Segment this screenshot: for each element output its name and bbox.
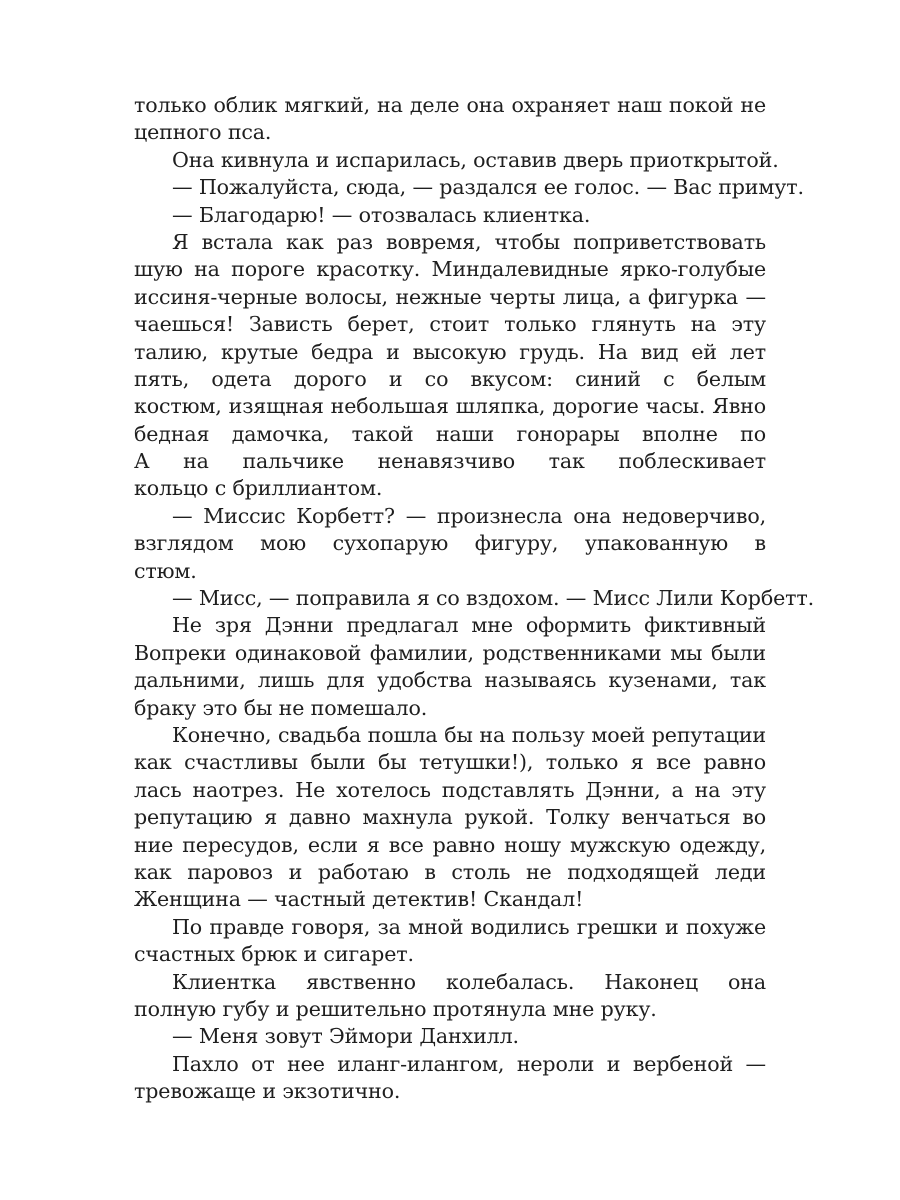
text-line: браку это бы не помешало. <box>134 695 428 720</box>
text-line: кольцо с бриллиантом. <box>134 476 383 501</box>
text-line: шую на пороге красотку. Миндалевидные ярко-голубые <box>134 257 766 282</box>
text-line: как счастливы были бы тетушки!), только я все равно <box>134 750 766 775</box>
text-line: счастных брюк и сигарет. <box>134 942 414 967</box>
text-line: Не зря Дэнни предлагал мне оформить фиктивный <box>172 613 766 638</box>
page-body-text <box>134 92 815 1105</box>
text-line: костюм, изящная небольшая шляпка, дорогие часы. Явно <box>134 394 766 419</box>
text-line: талию, крутые бедра и высокую грудь. На вид ей лет <box>134 339 766 364</box>
text-line: — Миссис Корбетт? — произнесла она недоверчиво, <box>172 503 766 528</box>
text-line: По правде говоря, за мной водились грешки и похуже <box>172 914 766 939</box>
text-line: Конечно, свадьба пошла бы на пользу моей репутации <box>172 722 766 747</box>
text-line: ние пересудов, если я все равно ношу мужскую одежду, <box>134 832 766 857</box>
text-line: пять, одета дорого и со вкусом: синий с белым <box>134 366 766 391</box>
text-line: бедная дамочка, такой наши гонорары вполне по <box>134 421 766 446</box>
text-line: Она кивнула и испарилась, оставив дверь приоткрытой. <box>172 147 779 172</box>
text-line: стюм. <box>134 558 197 583</box>
text-line: Пахло от нее иланг-илангом, нероли и вербеной — <box>172 1051 766 1076</box>
text-line: только облик мягкий, на деле она охраняет наш покой не <box>134 93 766 117</box>
text-line: — Мисс, — поправила я со вздохом. — Мисс Лили Корбетт. <box>172 586 815 611</box>
text-line: чаешься! Зависть берет, стоит только глянуть на эту <box>134 312 766 337</box>
text-line: Вопреки одинаковой фамилии, родственниками мы были <box>134 640 766 665</box>
text-line: А на пальчике ненавязчиво так поблескивает <box>134 449 766 474</box>
text-line: тревожаще и экзотично. <box>134 1079 401 1104</box>
text-line: Клиентка явственно колебалась. Наконец она <box>172 969 766 994</box>
text-line: — Меня зовут Эймори Данхилл. <box>172 1024 519 1049</box>
text-line: лась наотрез. Не хотелось подставлять Дэнни, а на эту <box>134 777 766 802</box>
text-line: Я встала как раз вовремя, чтобы поприветствовать <box>172 229 766 254</box>
text-line: взглядом мою сухопарую фигуру, упакованную в <box>134 531 766 556</box>
text-line: репутацию я давно махнула рукой. Толку венчаться во <box>134 805 766 830</box>
text-line: иссиня-черные волосы, нежные черты лица, а фигурка — <box>134 284 766 309</box>
text-line: как паровоз и работаю в столь не подходящей леди <box>134 859 766 884</box>
text-line: цепного пса. <box>134 120 272 145</box>
text-line: полную губу и решительно протянула мне руку. <box>134 996 657 1021</box>
text-line: — Благодарю! — отозвалась клиентка. <box>172 202 591 227</box>
text-line: Женщина — частный детектив! Скандал! <box>134 887 584 912</box>
text-line: дальними, лишь для удобства называясь кузенами, так <box>134 668 766 693</box>
text-line: — Пожалуйста, сюда, — раздался ее голос. — Вас примут. <box>172 175 804 200</box>
